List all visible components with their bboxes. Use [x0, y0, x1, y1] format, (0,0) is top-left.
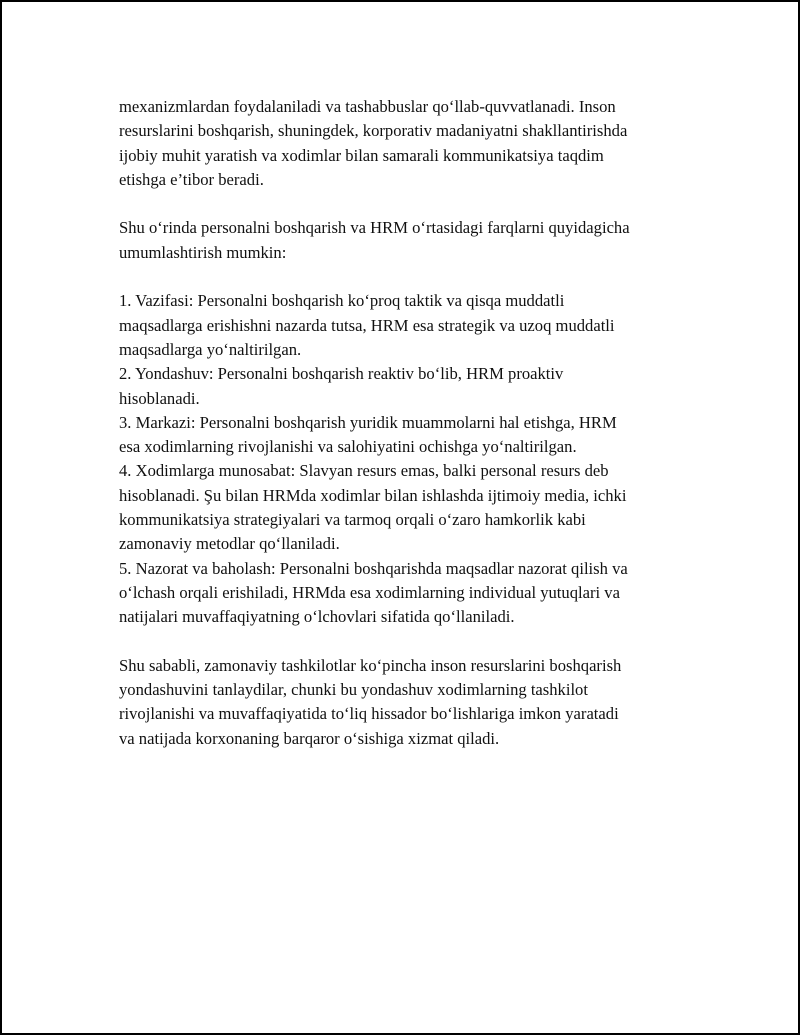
text-line: yondashuvini tanlaydilar, chunki bu yondashuv xodimlarning tashkilot: [119, 680, 588, 700]
list-item-markazi: [119, 411, 694, 460]
text-line: natijalari muvaffaqiyatning o‘lchovlari sifatida qo‘llaniladi.: [119, 607, 515, 627]
document-body: [119, 95, 694, 775]
text-line: Shu o‘rinda personalni boshqarish va HRM o‘rtasidagi farqlarni quyidagicha: [119, 218, 630, 238]
text-line: kommunikatsiya strategiyalari va tarmoq orqali o‘zaro hamkorlik kabi: [119, 510, 586, 530]
text-line: maqsadlarga yo‘naltirilgan.: [119, 339, 302, 359]
list-item-nazorat-va-baholash: [119, 557, 694, 630]
text-line: zamonaviy metodlar qo‘llaniladi.: [119, 534, 340, 554]
text-line: Shu sababli, zamonaviy tashkilotlar ko‘pincha inson resurslarini boshqarish: [119, 655, 622, 675]
text-line: 5. Nazorat va baholash: Personalni boshqarishda maqsadlar nazorat qilish va: [119, 558, 628, 578]
text-line: etishga e’tibor beradi.: [119, 169, 264, 189]
paragraph-conclusion: [119, 654, 694, 751]
text-line: rivojlanishi va muvaffaqiyatida to‘liq hissador bo‘lishlariga imkon yaratadi: [119, 704, 619, 724]
text-line: 1. Vazifasi: Personalni boshqarish ko‘proq taktik va qisqa muddatli: [119, 291, 565, 311]
text-line: ijobiy muhit yaratish va xodimlar bilan samarali kommunikatsiya taqdim: [119, 145, 604, 165]
text-line: o‘lchash orqali erishiladi, HRMda esa xodimlarning individual yutuqlari va: [119, 582, 620, 602]
text-line: maqsadlarga erishishni nazarda tutsa, HRM esa strategik va uzoq muddatli: [119, 315, 615, 335]
text-line: umumlashtirish mumkin:: [119, 242, 287, 262]
text-line: 4. Xodimlarga munosabat: Slavyan resurs emas, balki personal resurs deb: [119, 461, 609, 481]
text-line: hisoblanadi. Şu bilan HRMda xodimlar bilan ishlashda ijtimoiy media, ichki: [119, 485, 627, 505]
text-line: mexanizmlardan foydalaniladi va tashabbuslar qo‘llab-quvvatlanadi. Inson: [119, 97, 616, 116]
text-line: 3. Markazi: Personalni boshqarish yuridik muammolarni hal etishga, HRM: [119, 412, 617, 432]
text-line: resurslarini boshqarish, shuningdek, korporativ madaniyatni shakllantirishda: [119, 121, 628, 141]
list-item-xodimlarga-munosabat: [119, 459, 694, 556]
differences-list: [119, 289, 694, 629]
text-line: esa xodimlarning rivojlanishi va salohiyatini ochishga yo‘naltirilgan.: [119, 437, 577, 457]
text-line: va natijada korxonaning barqaror o‘sishiga xizmat qiladi.: [119, 728, 500, 748]
text-line: hisoblanadi.: [119, 388, 200, 408]
paragraph-intro: [119, 95, 694, 192]
text-line: 2. Yondashuv: Personalni boshqarish reaktiv bo‘lib, HRM proaktiv: [119, 364, 564, 384]
list-item-yondashuv: [119, 362, 694, 411]
paragraph-summary-lead: [119, 216, 694, 265]
list-item-vazifasi: [119, 289, 694, 362]
